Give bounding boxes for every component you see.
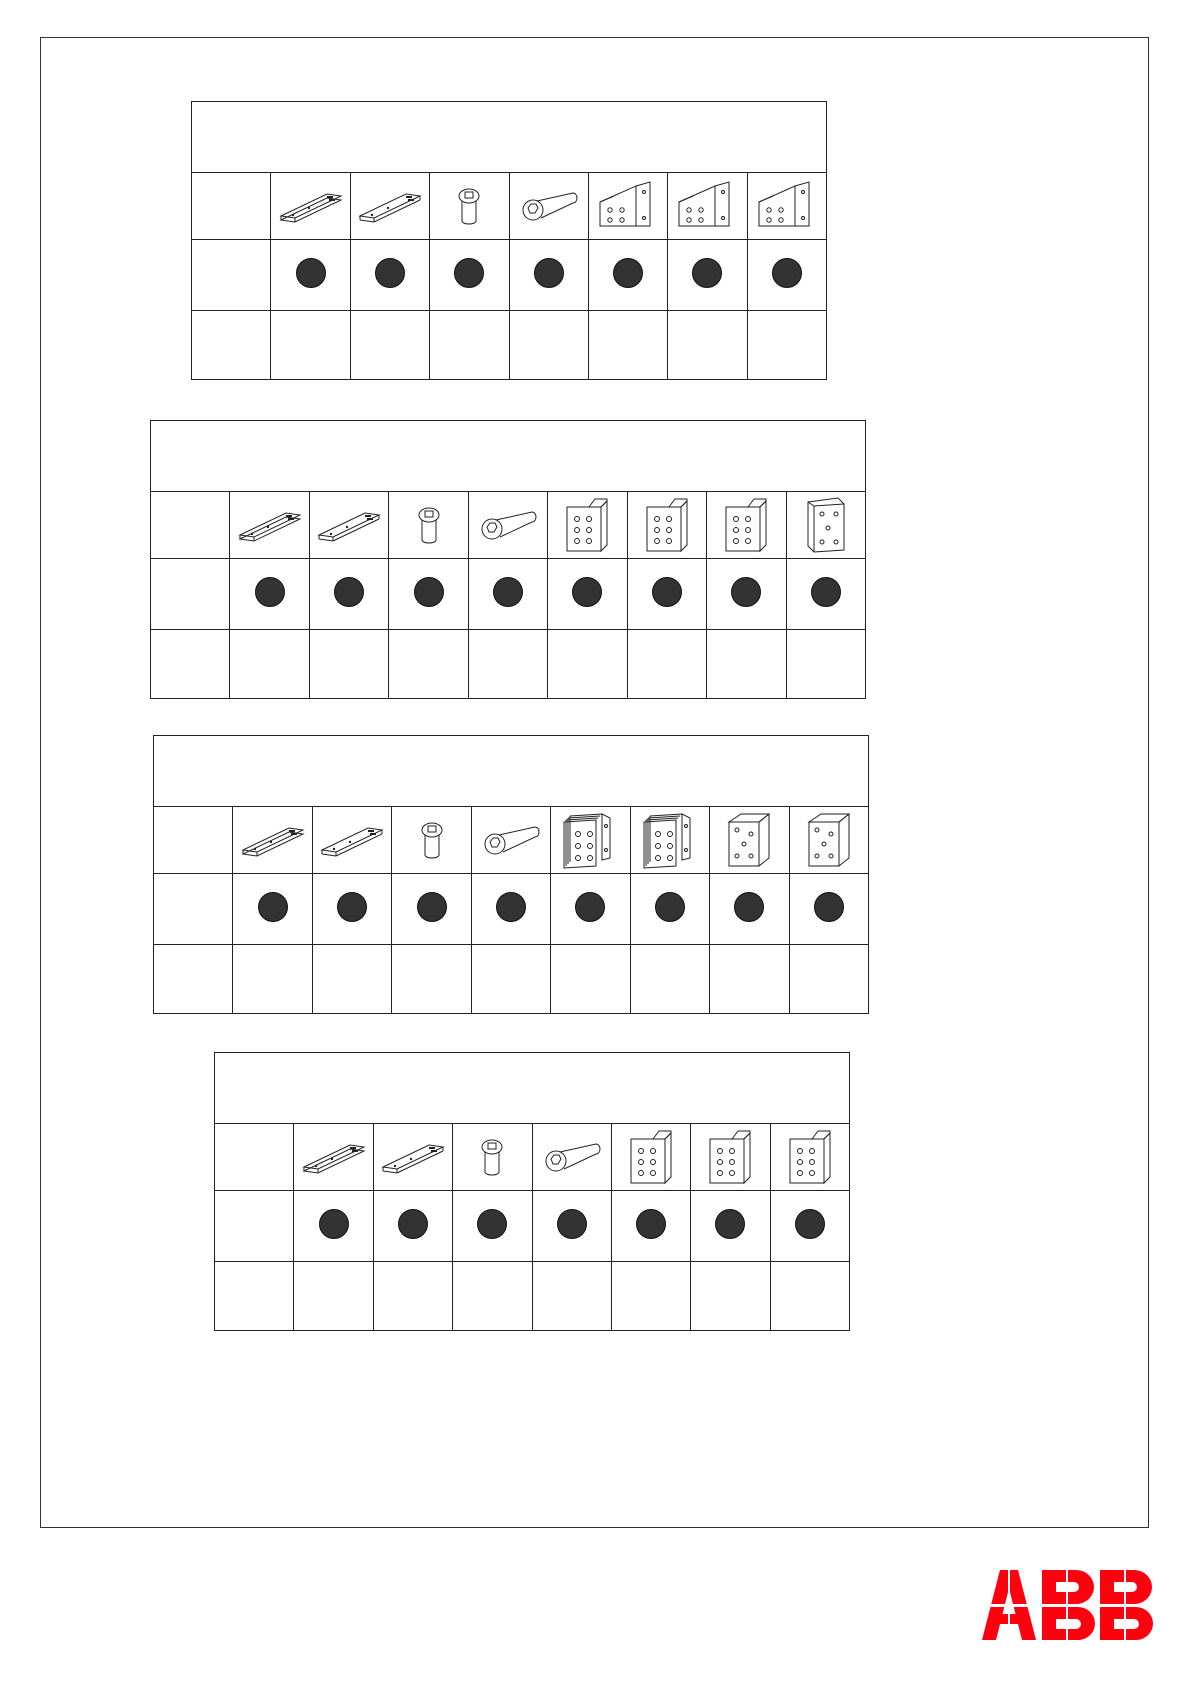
terminal-bracket-6h-icon	[548, 497, 626, 553]
part-cell	[453, 1124, 532, 1191]
part-cell	[611, 1124, 690, 1191]
position-dot	[814, 892, 844, 922]
position-dot	[572, 577, 602, 607]
row-label-cell	[192, 240, 271, 311]
table-header	[192, 102, 827, 173]
part-cell	[430, 173, 509, 240]
terminal-bracket-6h-icon	[707, 497, 785, 553]
quantity-cell	[233, 945, 312, 1014]
part-cell	[786, 492, 866, 559]
quantity-row	[154, 945, 869, 1014]
part-cell	[710, 807, 789, 874]
position-dot	[296, 258, 326, 288]
marker-cell	[532, 1191, 611, 1262]
screw-short-icon	[430, 184, 508, 228]
marker-cell	[509, 240, 588, 311]
bolt-long-icon	[469, 503, 547, 547]
screw-short-icon	[392, 818, 470, 862]
busbar-pair-icon	[233, 818, 311, 862]
position-dot	[319, 1209, 349, 1239]
busbar-pair-icon	[294, 1135, 372, 1179]
quantity-row	[151, 630, 866, 699]
marker-cell	[551, 874, 630, 945]
part-cell	[471, 807, 550, 874]
marker-cell	[588, 240, 667, 311]
quantity-cell	[710, 945, 789, 1014]
parts-table-4	[214, 1052, 850, 1331]
marker-cell	[548, 559, 627, 630]
marker-cell	[668, 240, 747, 311]
busbar-single-icon	[313, 818, 391, 862]
terminal-bracket-6h-icon	[771, 1129, 849, 1185]
marker-cell	[373, 1191, 452, 1262]
marker-cell	[630, 874, 709, 945]
row-label-cell	[154, 807, 233, 874]
marker-cell	[309, 559, 388, 630]
busbar-single-icon	[351, 184, 429, 228]
row-label-cell	[151, 630, 230, 699]
table-header	[215, 1053, 850, 1124]
busbar-pair-icon	[230, 503, 308, 547]
marker-cell	[294, 1191, 373, 1262]
position-dot	[811, 577, 841, 607]
block-connector-icon	[790, 810, 869, 870]
position-dot	[477, 1209, 507, 1239]
row-label-cell	[151, 559, 230, 630]
position-dot	[398, 1209, 428, 1239]
marker-cell	[350, 240, 429, 311]
row-label-cell	[215, 1124, 294, 1191]
quantity-cell	[789, 945, 869, 1014]
marker-cell	[230, 559, 309, 630]
part-cell	[789, 807, 869, 874]
marker-cell	[392, 874, 471, 945]
position-dot	[375, 258, 405, 288]
part-cell	[668, 173, 747, 240]
part-cell	[309, 492, 388, 559]
part-cell	[691, 1124, 770, 1191]
quantity-cell	[707, 630, 786, 699]
quantity-cell	[468, 630, 547, 699]
terminal-bracket-6h-icon	[628, 497, 706, 553]
position-marker-row	[154, 874, 869, 945]
quantity-cell	[551, 945, 630, 1014]
position-dot	[575, 892, 605, 922]
row-label-cell	[154, 874, 233, 945]
position-dot	[454, 258, 484, 288]
quantity-cell	[747, 311, 826, 380]
position-dot	[414, 577, 444, 607]
part-cell	[770, 1124, 849, 1191]
marker-cell	[471, 874, 550, 945]
part-cell	[271, 173, 350, 240]
laminated-connector-icon	[631, 810, 709, 870]
screw-short-icon	[389, 503, 467, 547]
quantity-cell	[786, 630, 866, 699]
marker-cell	[747, 240, 826, 311]
quantity-cell	[309, 630, 388, 699]
block-connector-icon	[710, 810, 788, 870]
part-cell	[233, 807, 312, 874]
part-cell	[468, 492, 547, 559]
position-dot	[772, 258, 802, 288]
quantity-cell	[350, 311, 429, 380]
position-dot	[734, 892, 764, 922]
marker-cell	[770, 1191, 849, 1262]
busbar-pair-icon	[271, 184, 349, 228]
quantity-cell	[548, 630, 627, 699]
quantity-cell	[392, 945, 471, 1014]
part-cell	[350, 173, 429, 240]
quantity-row	[192, 311, 827, 380]
busbar-single-icon	[310, 503, 388, 547]
quantity-cell	[471, 945, 550, 1014]
position-dot	[496, 892, 526, 922]
part-cell	[389, 492, 468, 559]
position-dot	[557, 1209, 587, 1239]
part-cell	[312, 807, 391, 874]
position-dot	[493, 577, 523, 607]
bolt-long-icon	[472, 818, 550, 862]
marker-cell	[710, 874, 789, 945]
part-cell	[707, 492, 786, 559]
quantity-cell	[373, 1262, 452, 1331]
bolt-long-icon	[533, 1135, 611, 1179]
parts-table-2	[150, 420, 866, 699]
position-marker-row	[215, 1191, 850, 1262]
angle-bracket-c-icon	[748, 180, 826, 232]
marker-cell	[430, 240, 509, 311]
part-cell	[588, 173, 667, 240]
part-image-row	[192, 173, 827, 240]
row-label-cell	[154, 945, 233, 1014]
position-dot	[636, 1209, 666, 1239]
parts-table-3	[153, 735, 869, 1014]
part-cell	[509, 173, 588, 240]
quantity-cell	[668, 311, 747, 380]
marker-cell	[453, 1191, 532, 1262]
marker-cell	[233, 874, 312, 945]
quantity-cell	[430, 311, 509, 380]
angle-bracket-a-icon	[589, 180, 667, 232]
position-dot	[692, 258, 722, 288]
marker-cell	[611, 1191, 690, 1262]
part-cell	[627, 492, 706, 559]
row-label-cell	[151, 492, 230, 559]
terminal-bracket-6h-icon	[691, 1129, 769, 1185]
part-image-row	[215, 1124, 850, 1191]
marker-cell	[707, 559, 786, 630]
position-dot	[715, 1209, 745, 1239]
position-dot	[255, 577, 285, 607]
position-dot	[613, 258, 643, 288]
quantity-row	[215, 1262, 850, 1331]
part-cell	[532, 1124, 611, 1191]
abb-logo	[982, 1570, 1158, 1642]
row-label-cell	[192, 311, 271, 380]
row-label-cell	[215, 1262, 294, 1331]
quantity-cell	[770, 1262, 849, 1331]
marker-cell	[691, 1191, 770, 1262]
screw-short-icon	[453, 1135, 531, 1179]
position-dot	[731, 577, 761, 607]
marker-cell	[389, 559, 468, 630]
position-dot	[652, 577, 682, 607]
marker-cell	[312, 874, 391, 945]
marker-cell	[271, 240, 350, 311]
quantity-cell	[230, 630, 309, 699]
quantity-cell	[312, 945, 391, 1014]
table-header	[151, 421, 866, 492]
marker-cell	[468, 559, 547, 630]
parts-table-1	[191, 101, 827, 380]
quantity-cell	[611, 1262, 690, 1331]
part-cell	[630, 807, 709, 874]
quantity-cell	[532, 1262, 611, 1331]
row-label-cell	[192, 173, 271, 240]
marker-cell	[627, 559, 706, 630]
terminal-plate-icon	[787, 496, 866, 554]
terminal-bracket-6h-icon	[612, 1129, 690, 1185]
position-dot	[337, 892, 367, 922]
laminated-connector-icon	[551, 810, 629, 870]
quantity-cell	[271, 311, 350, 380]
part-cell	[294, 1124, 373, 1191]
busbar-single-icon	[374, 1135, 452, 1179]
marker-cell	[789, 874, 869, 945]
part-cell	[392, 807, 471, 874]
position-dot	[258, 892, 288, 922]
quantity-cell	[294, 1262, 373, 1331]
quantity-cell	[453, 1262, 532, 1331]
part-cell	[548, 492, 627, 559]
angle-bracket-b-icon	[668, 180, 746, 232]
bolt-long-icon	[510, 184, 588, 228]
row-label-cell	[215, 1191, 294, 1262]
part-cell	[230, 492, 309, 559]
part-image-row	[154, 807, 869, 874]
table-header	[154, 736, 869, 807]
quantity-cell	[588, 311, 667, 380]
position-dot	[795, 1209, 825, 1239]
position-dot	[334, 577, 364, 607]
part-cell	[747, 173, 826, 240]
position-dot	[417, 892, 447, 922]
quantity-cell	[509, 311, 588, 380]
quantity-cell	[630, 945, 709, 1014]
position-marker-row	[192, 240, 827, 311]
quantity-cell	[627, 630, 706, 699]
part-cell	[373, 1124, 452, 1191]
part-image-row	[151, 492, 866, 559]
quantity-cell	[691, 1262, 770, 1331]
position-dot	[534, 258, 564, 288]
marker-cell	[786, 559, 866, 630]
position-marker-row	[151, 559, 866, 630]
part-cell	[551, 807, 630, 874]
position-dot	[655, 892, 685, 922]
quantity-cell	[389, 630, 468, 699]
